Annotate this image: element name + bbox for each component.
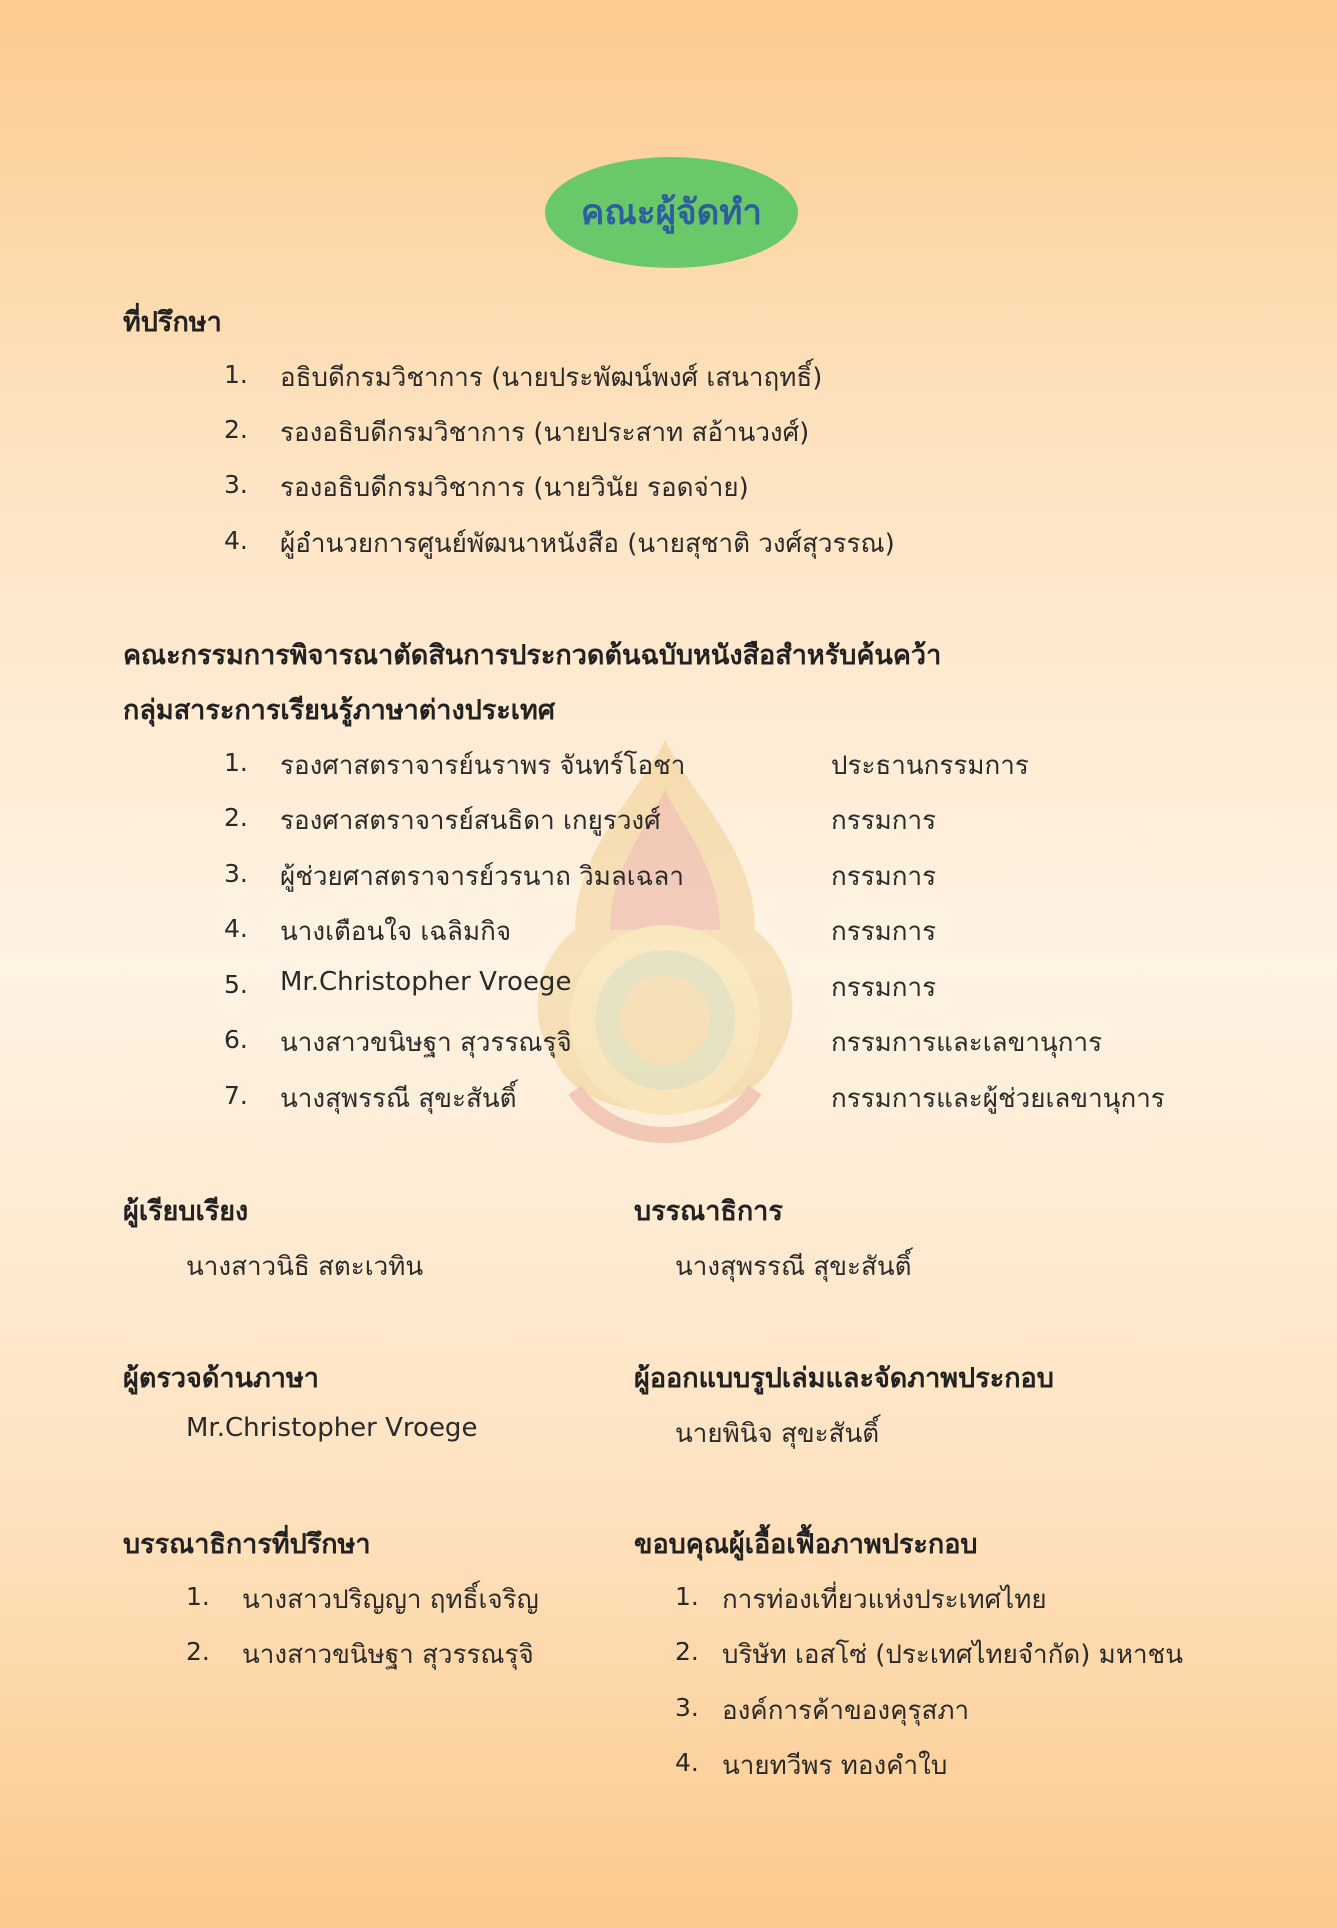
advisor-number: 3. [224,470,248,499]
advisor-number: 1. [224,360,248,389]
advisory-editor-number: 2. [186,1637,210,1666]
language-checker-heading: ผู้ตรวจด้านภาษา [123,1363,319,1394]
acknowledgement-item: การท่องเที่ยวแห่งประเทศไทย [722,1585,1047,1615]
seal-watermark-icon [515,730,815,1160]
editor-name: นางสุพรรณี สุขะสันติ์ [675,1252,912,1282]
title-oval [545,157,798,268]
acknowledgement-number: 1. [675,1582,699,1611]
member-number: 6. [224,1025,248,1054]
member-role: กรรมการ [831,806,937,836]
designer-heading: ผู้ออกแบบรูปเล่มและจัดภาพประกอบ [634,1363,1054,1394]
acknowledgement-number: 4. [675,1748,699,1777]
acknowledgement-item: องค์การค้าของคุรุสภา [722,1696,970,1726]
advisor-item: รองอธิบดีกรมวิชาการ (นายวินัย รอดจ่าย) [280,473,749,503]
page-title: คณะผู้จัดทำ [580,193,763,233]
designer-name: นายพินิจ สุขะสันติ์ [675,1419,880,1449]
member-role: กรรมการและเลขานุการ [831,1028,1103,1058]
committee-heading: คณะกรรมการพิจารณาตัดสินการประกวดต้นฉบับหนังสือสำหรับค้นคว้า [123,640,942,671]
member-role: ประธานกรรมการ [831,751,1029,781]
advisory-editors-heading: บรรณาธิการที่ปรึกษา [123,1529,371,1560]
editor-heading: บรรณาธิการ [634,1196,783,1227]
committee-subheading: กลุ่มสาระการเรียนรู้ภาษาต่างประเทศ [123,695,555,726]
language-checker-name: Mr.Christopher Vroege [186,1413,478,1443]
member-number: 5. [224,970,248,999]
member-number: 7. [224,1081,248,1110]
member-name: นางสุพรรณี สุขะสันติ์ [280,1084,517,1114]
advisor-item: รองอธิบดีกรมวิชาการ (นายประสาท สอ้านวงศ์) [280,418,810,448]
member-name: นางสาวขนิษฐา สุวรรณรุจิ [280,1028,572,1058]
member-name: Mr.Christopher Vroege [280,967,572,997]
member-name: รองศาสตราจารย์สนธิดา เกยูรวงศ์ [280,806,661,836]
member-role: กรรมการ [831,973,937,1003]
member-number: 3. [224,859,248,888]
acknowledgements-heading: ขอบคุณผู้เอื้อเฟื้อภาพประกอบ [634,1529,978,1560]
acknowledgement-number: 2. [675,1637,699,1666]
advisory-editor-number: 1. [186,1582,210,1611]
member-role: กรรมการ [831,917,937,947]
advisor-item: ผู้อำนวยการศูนย์พัฒนาหนังสือ (นายสุชาติ วงศ์สุวรรณ) [280,529,895,559]
member-number: 1. [224,748,248,777]
member-role: กรรมการและผู้ช่วยเลขานุการ [831,1084,1165,1114]
member-name: ผู้ช่วยศาสตราจารย์วรนาถ วิมลเฉลา [280,862,684,892]
compiler-heading: ผู้เรียบเรียง [123,1196,249,1227]
acknowledgement-item: นายทวีพร ทองคำใบ [722,1751,948,1781]
member-number: 2. [224,803,248,832]
compiler-name: นางสาวนิธิ สตะเวทิน [186,1252,424,1282]
advisory-editor-item: นางสาวปริญญา ฤทธิ์เจริญ [242,1585,539,1615]
acknowledgement-number: 3. [675,1693,699,1722]
advisor-item: อธิบดีกรมวิชาการ (นายประพัฒน์พงศ์ เสนาฤทธิ์) [280,363,823,393]
acknowledgement-item: บริษัท เอสโซ่ (ประเทศไทยจำกัด) มหาชน [722,1640,1183,1670]
advisors-heading: ที่ปรึกษา [123,307,222,338]
member-name: นางเตือนใจ เฉลิมกิจ [280,917,512,947]
member-number: 4. [224,914,248,943]
advisor-number: 4. [224,526,248,555]
advisory-editor-item: นางสาวขนิษฐา สุวรรณรุจิ [242,1640,534,1670]
member-name: รองศาสตราจารย์นราพร จันทร์โอชา [280,751,686,781]
advisor-number: 2. [224,415,248,444]
member-role: กรรมการ [831,862,937,892]
